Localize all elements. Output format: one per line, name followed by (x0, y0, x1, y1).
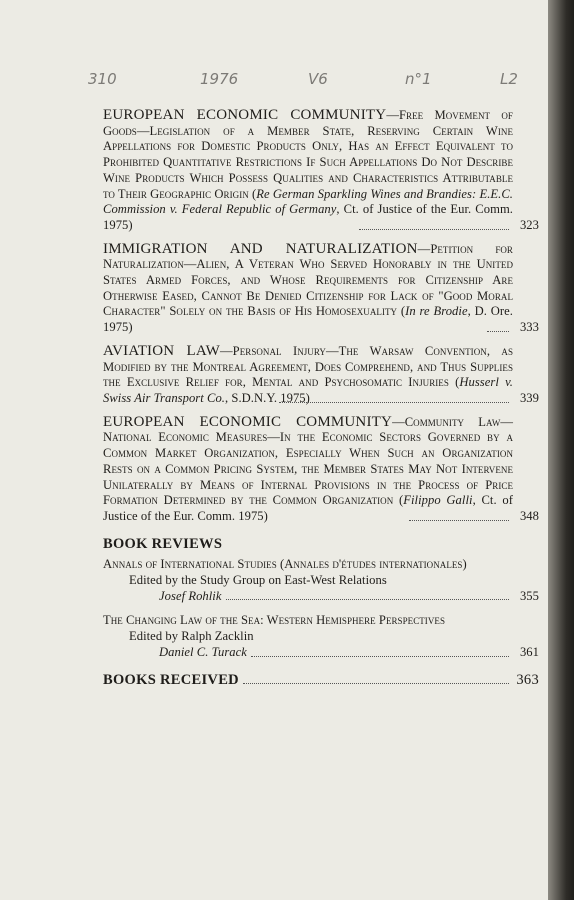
books-received-label: BOOKS RECEIVED (103, 671, 239, 688)
toc-entry: EUROPEAN ECONOMIC COMMUNITY—Free Movement of Goods—Legislation of a Member State, Reserving Certain Wine Appellations for Domestic Products Only, Has an Effect Equivalent to Prohibited Quantitative Restrictions If Such Appellations Do Not Describe Wine Products Which Possess Qualities and Characteristics Attributable to Their Geographic Origin (Re German Sparkling Wines and Brandies: E.E.C. Commission v. Federal Republic of Germany, Ct. of Justice of the Eur. Comm. 1975) 323 (103, 107, 539, 232)
toc-entry: EUROPEAN ECONOMIC COMMUNITY—Community Law—National Economic Measures—In the Economic Sectors Governed by a Common Market Organization, Especially When Such an Organization Rests on a Common Pricing System, the Member States May Not Intervene Unilaterally by Means of Internal Provisions in the Process of Price Formation Determined by the Common Organization (Filippo Galli, Ct. of Justice of the Eur. Comm. 1975) 348 (103, 413, 539, 523)
entry-citation: In re Brodie (405, 304, 468, 319)
entry-page: 323 (519, 217, 539, 232)
handwritten-note-5: L2 (500, 70, 518, 88)
entry-court: , Ct. of Justice of the Eur. Comm. 1975) (103, 493, 513, 523)
review-page: 361 (519, 644, 539, 659)
toc-entry: IMMIGRATION AND NATURALIZATION—Petition for Naturalization—Alien, A Veteran Who Served Honorably in the United States Armed Forces, and Whose Requirements for Citizenship Are Otherwise Eased, Cannot Be Denied Citizenship for Lack of "Good Moral Character" Solely on the Basis of His Homosexuality (In re Brodie, D. Ore. 1975) 333 (103, 240, 539, 335)
entry-citation: Filippo Galli (403, 493, 473, 508)
book-review-entry (103, 557, 539, 604)
handwritten-note-4: n°1 (405, 70, 432, 88)
handwritten-note-1: 310 (88, 70, 117, 88)
handwritten-note-2: 1976 (200, 70, 239, 88)
entry-title: IMMIGRATION AND NATURALIZATION (103, 240, 418, 257)
entry-title: AVIATION LAW (103, 342, 221, 359)
entry-citation: Re German Sparkling Wines and Brandies: E.E.C. Commission v. Federal Republic of Germany (103, 186, 514, 217)
book-binding (548, 0, 574, 900)
handwritten-note-3: V6 (308, 70, 328, 88)
review-title: Annals of International Studies (Annales d'études internationales) (103, 557, 467, 572)
entry-page: 339 (519, 391, 539, 405)
entry-court: , S.D.N.Y. 1975) (225, 390, 310, 405)
entry-title: EUROPEAN ECONOMIC COMMUNITY (103, 413, 393, 430)
toc-entry: AVIATION LAW—Personal Injury—The Warsaw Convention, as Modified by the Montreal Agreement, Does Comprehend, and Thus Supplies the Exclusive Relief for, Mental and Psychosomatic Injuries (Husserl v. Swiss Air Transport Co., S.D.N.Y. 1975) 339 (103, 342, 539, 405)
entry-court: , Ct. of Justice of the Eur. Comm. 1975) (103, 202, 513, 232)
reviewer-name: Daniel C. Turack (159, 644, 247, 659)
entry-page: 348 (519, 508, 539, 523)
entry-text: —Free Movement of Goods—Legislation of a Member State, Reserving Certain Wine Appellations for Domestic Products Only, Has an Effect Equivalent to Prohibited Quantitative Restrictions If Such Appellations Do Not Describe Wine Products Which Possess Qualities and Characteristics Attributable to Their Geographic Origin (103, 108, 513, 201)
entry-text: —Personal Injury—The Warsaw Convention, as Modified by the Montreal Agreement, Does Comprehend, and Thus Supplies the Exclusive Relief for, Mental and Psychosomatic Injuries (103, 343, 514, 390)
reviewer-name: Josef Rohlik (159, 588, 222, 603)
entry-text: —Community Law—National Economic Measures—In the Economic Sectors Governed by a Common Market Organization, Especially When Such an Organization Rests on a Common Pricing System, the Member States May Not Intervene Unilaterally by Means of Internal Provisions in the Process of Price Formation Determined by the Common Organization (103, 414, 514, 508)
review-editor: Edited by the Study Group on East-West Relations (129, 573, 387, 588)
books-received-page: 363 (516, 671, 539, 688)
book-reviews-heading: BOOK REVIEWS (103, 535, 223, 552)
entry-citation: Husserl v. Swiss Air Transport Co. (103, 375, 513, 405)
table-of-contents (103, 107, 539, 688)
entry-text: —Petition for Naturalization—Alien, A Veteran Who Served Honorably in the United States Armed Forces, and Whose Requirements for Citizenship Are Otherwise Eased, Cannot Be Denied Citizenship for Lack of "Good Moral Character" Solely on the Basis of His Homosexuality (103, 241, 513, 319)
review-page: 355 (519, 588, 539, 603)
entry-court: , D. Ore. 1975) (103, 304, 513, 335)
entry-title: EUROPEAN ECONOMIC COMMUNITY (103, 107, 387, 123)
review-editor: Edited by Ralph Zacklin (129, 629, 254, 644)
entry-page: 333 (519, 320, 539, 335)
review-title: The Changing Law of the Sea: Western Hemisphere Perspectives (103, 613, 446, 628)
book-review-entry (103, 613, 539, 660)
books-received-entry (103, 671, 539, 689)
